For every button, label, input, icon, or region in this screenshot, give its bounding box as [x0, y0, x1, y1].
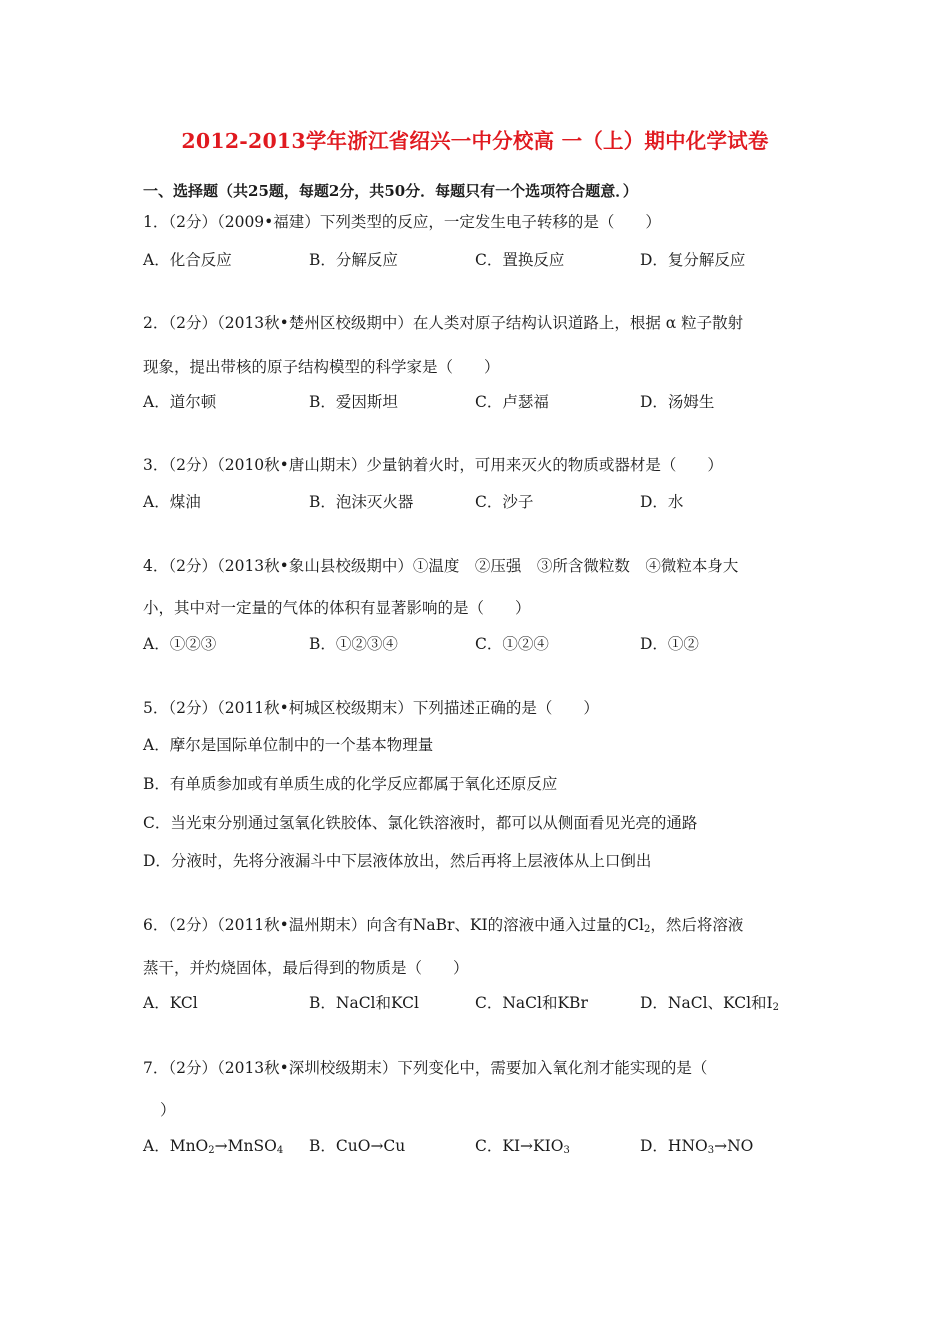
question-4-text-line1: 4．（2分）（2013秋•象山县校级期中）①温度 ②压强 ③所含微粒数 ④微粒本身大 — [143, 557, 739, 575]
question-3-text: 3．（2分）（2010秋•唐山期末）少量钠着火时，可用来灭火的物质或器材是（ ） — [143, 456, 723, 474]
option-a-text-2: →MnSO — [214, 1137, 277, 1155]
option-a-text: A．MnO — [143, 1137, 209, 1155]
option-a: A．KCl — [143, 994, 198, 1012]
exam-title: 2012-2013学年浙江省绍兴一中分校高 一（上）期中化学试卷 — [181, 129, 769, 153]
question-5 — [143, 698, 813, 718]
option-d: D．汤姆生 — [640, 393, 715, 411]
option-d: D．①② — [640, 635, 699, 653]
option-c: C．当光束分别通过氢氧化铁胶体、氯化铁溶液时，都可以从侧面看见光亮的通路 — [143, 814, 698, 832]
section-heading: 一、选择题（共25题，每题2分，共50分．每题只有一个选项符合题意．） — [143, 182, 638, 200]
option-c: C．①②④ — [475, 635, 549, 653]
option-a: A．摩尔是国际单位制中的一个基本物理量 — [143, 736, 434, 754]
question-4 — [143, 556, 813, 617]
question-1-options — [143, 250, 823, 270]
question-2 — [143, 313, 813, 376]
question-7 — [143, 1058, 813, 1119]
question-7-text-line2: ） — [160, 1101, 176, 1119]
question-6-text-line1 — [143, 915, 813, 935]
subscript: 3 — [707, 1145, 715, 1156]
question-6-text-b: ，然后将溶液 — [650, 916, 744, 934]
question-1-text: 1．（2分）（2009•福建）下列类型的反应，一定发生电子转移的是（ ） — [143, 213, 661, 231]
question-7-text-line1: 7．（2分）（2013秋•深圳校级期末）下列变化中，需要加入氧化剂才能实现的是（ — [143, 1059, 708, 1077]
option-d: D．水 — [640, 493, 684, 511]
question-2-text-line2: 现象，提出带核的原子结构模型的科学家是（ ） — [143, 358, 500, 376]
option-d-text: D．HNO — [640, 1137, 708, 1155]
option-b: B．CuO→Cu — [309, 1137, 406, 1155]
question-1 — [143, 212, 813, 232]
option-d-text-2: →NO — [714, 1137, 754, 1155]
question-2-text-line1: 2．（2分）（2013秋•楚州区校级期中）在人类对原子结构认识道路上，根据 α 粒子散射 — [143, 314, 744, 332]
option-c: C．卢瑟福 — [475, 393, 549, 411]
option-a: A．道尔顿 — [143, 393, 217, 411]
question-3-options — [143, 492, 823, 512]
question-4-text-line2: 小，其中对一定量的气体的体积有显著影响的是（ ） — [143, 599, 531, 617]
option-d-text: D．NaCl、KCl和I — [640, 994, 773, 1012]
option-a — [143, 1136, 283, 1161]
option-b: B．泡沫灭火器 — [309, 493, 414, 511]
option-d: D．分液时，先将分液漏斗中下层液体放出，然后再将上层液体从上口倒出 — [143, 852, 652, 870]
option-b: B．有单质参加或有单质生成的化学反应都属于氧化还原反应 — [143, 775, 558, 793]
option-b: B．NaCl和KCl — [309, 994, 419, 1012]
question-4-options — [143, 634, 823, 654]
option-a: A．煤油 — [143, 493, 201, 511]
option-d — [640, 1136, 753, 1161]
subscript: 3 — [563, 1145, 570, 1156]
subscript: 2 — [208, 1145, 215, 1156]
subscript: 2 — [772, 1002, 780, 1013]
option-c: C．置换反应 — [475, 251, 565, 269]
option-c — [475, 1136, 570, 1161]
option-c: C．沙子 — [475, 493, 534, 511]
option-a: A．①②③ — [143, 635, 217, 653]
question-3 — [143, 455, 813, 475]
option-c: C．NaCl和KBr — [475, 994, 588, 1012]
question-5-text: 5．（2分）（2011秋•柯城区校级期末）下列描述正确的是（ ） — [143, 699, 599, 717]
question-7-options — [143, 1136, 823, 1156]
option-d: D．复分解反应 — [640, 251, 746, 269]
subscript: 2 — [643, 924, 651, 935]
option-b: B．分解反应 — [309, 251, 398, 269]
option-c-text: C．KI→KIO — [475, 1137, 564, 1155]
question-6 — [143, 915, 813, 977]
subscript: 4 — [276, 1145, 284, 1156]
question-6-text-line2: 蒸干，并灼烧固体，最后得到的物质是（ ） — [143, 959, 469, 977]
question-6-options — [143, 993, 823, 1013]
question-6-text-a: 6．（2分）（2011秋•温州期末）向含有NaBr、KI的溶液中通入过量的Cl — [143, 916, 644, 934]
option-a: A．化合反应 — [143, 251, 232, 269]
option-b: B．①②③④ — [309, 635, 398, 653]
question-2-options — [143, 392, 823, 412]
option-b: B．爱因斯坦 — [309, 393, 398, 411]
option-d — [640, 993, 779, 1018]
